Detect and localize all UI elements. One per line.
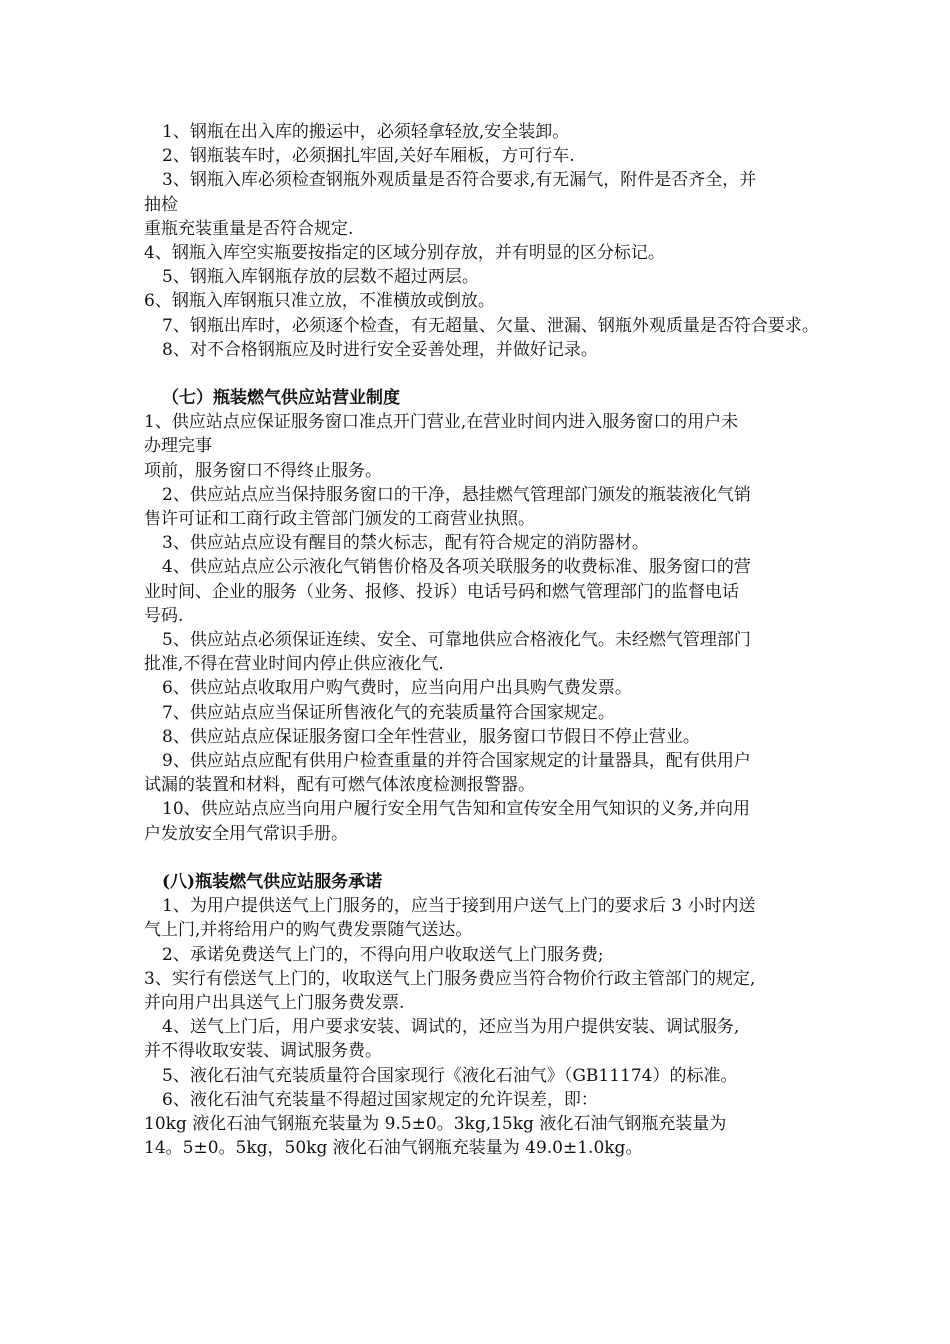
paragraph-line: 3、钢瓶入库必须检查钢瓶外观质量是否符合要求,有无漏气，附件是否齐全，并 [162,170,757,191]
paragraph-line: 8、供应站点应保证服务窗口全年性营业，服务窗口节假日不停止营业。 [162,726,700,747]
paragraph-line: 4、供应站点应公示液化气销售价格及各项关联服务的收费标准、服务窗口的营 [162,557,751,578]
section-heading: （七）瓶装燃气供应站营业制度 [162,388,400,409]
paragraph-line: 办理完事 [144,436,212,457]
paragraph-line: 5、供应站点必须保证连续、安全、可靠地供应合格液化气。未经燃气管理部门 [162,630,751,651]
paragraph-line: 9、供应站点应配有供用户检查重量的并符合国家规定的计量器具，配有供用户 [162,751,751,772]
paragraph-line: 14。5±0。5kg，50kg 液化石油气钢瓶充装量为 49.0±1.0kg。 [144,1138,643,1159]
paragraph-line: 8、对不合格钢瓶应及时进行安全妥善处理，并做好记录。 [162,339,598,360]
section-service-commitment [144,870,814,1160]
paragraph-line: 气上门,并将给用户的购气费发票随气送达。 [144,920,473,941]
paragraph-line: 5、液化石油气充装质量符合国家现行《液化石油气》（GB11174）的标准。 [162,1065,738,1086]
paragraph-line: 7、钢瓶出库时，必须逐个检查，有无超量、欠量、泄漏、钢瓶外观质量是否符合要求。 [162,315,819,336]
paragraph-line: 2、承诺免费送气上门的，不得向用户收取送气上门服务费; [162,944,604,965]
paragraph-line: 6、供应站点收取用户购气费时，应当向用户出具购气费发票。 [162,678,632,699]
storage-rules [144,120,819,362]
paragraph-line: 号码. [144,605,184,626]
paragraph-line: 5、钢瓶入库钢瓶存放的层数不超过两层。 [162,267,479,288]
paragraph-line: 项前，服务窗口不得终止服务。 [144,460,382,481]
paragraph-line: 1、为用户提供送气上门服务的，应当于接到用户送气上门的要求后 3 小时内送 [162,896,756,917]
paragraph-line: 户发放安全用气常识手册。 [144,823,348,844]
paragraph-line: 并不得收取安装、调试服务费。 [144,1041,382,1062]
paragraph-line: 2、供应站点应当保持服务窗口的干净，悬挂燃气管理部门颁发的瓶装液化气销 [162,484,751,505]
paragraph-line: 3、实行有偿送气上门的，收取送气上门服务费应当符合物价行政主管部门的规定, [144,968,756,989]
paragraph-line: 10、供应站点应当向用户履行安全用气告知和宣传安全用气知识的义务,并向用 [162,799,751,820]
paragraph-line: 1、钢瓶在出入库的搬运中，必须轻拿轻放,安全装卸。 [162,122,570,142]
paragraph-line: 6、液化石油气充装量不得超过国家规定的允许误差，即： [162,1089,598,1110]
paragraph-line: 抽检 [144,194,178,215]
section-heading: (八)瓶装燃气供应站服务承诺 [162,871,383,892]
paragraph-line: 并向用户出具送气上门服务费发票. [144,992,405,1013]
paragraph-line: 3、供应站点应设有醒目的禁火标志，配有符合规定的消防器材。 [162,533,649,554]
paragraph-line: 4、送气上门后，用户要求安装、调试的，还应当为用户提供安装、调试服务, [162,1017,740,1038]
paragraph-line: 试漏的装置和材料，配有可燃气体浓度检测报警器。 [144,775,535,796]
paragraph-line: 4、钢瓶入库空实瓶要按指定的区域分别存放，并有明显的区分标记。 [144,243,665,264]
section-spacer [144,362,814,386]
paragraph-line: 1、供应站点应保证服务窗口准点开门营业,在营业时间内进入服务窗口的用户未 [144,412,739,433]
paragraph-line: 批准,不得在营业时间内停止供应液化气. [144,654,444,675]
paragraph-line: 10kg 液化石油气钢瓶充装量为 9.5±0。3kg,15kg 液化石油气钢瓶充装量为 [144,1113,727,1134]
paragraph-line: 售许可证和工商行政主管部门颁发的工商营业执照。 [144,509,535,530]
paragraph-line: 2、钢瓶装车时，必须捆扎牢固,关好车厢板，方可行车. [162,146,575,167]
paragraph-line: 重瓶充装重量是否符合规定. [144,218,354,239]
paragraph-line: 业时间、企业的服务（业务、报修、投诉）电话号码和燃气管理部门的监督电话 [144,581,739,602]
paragraph-line: 7、供应站点应当保证所售液化气的充装质量符合国家规定。 [162,702,615,723]
section-spacer [144,846,814,870]
section-business-rules [144,386,814,846]
paragraph-line: 6、钢瓶入库钢瓶只准立放，不准横放或倒放。 [144,291,495,312]
document-page [144,120,819,1160]
